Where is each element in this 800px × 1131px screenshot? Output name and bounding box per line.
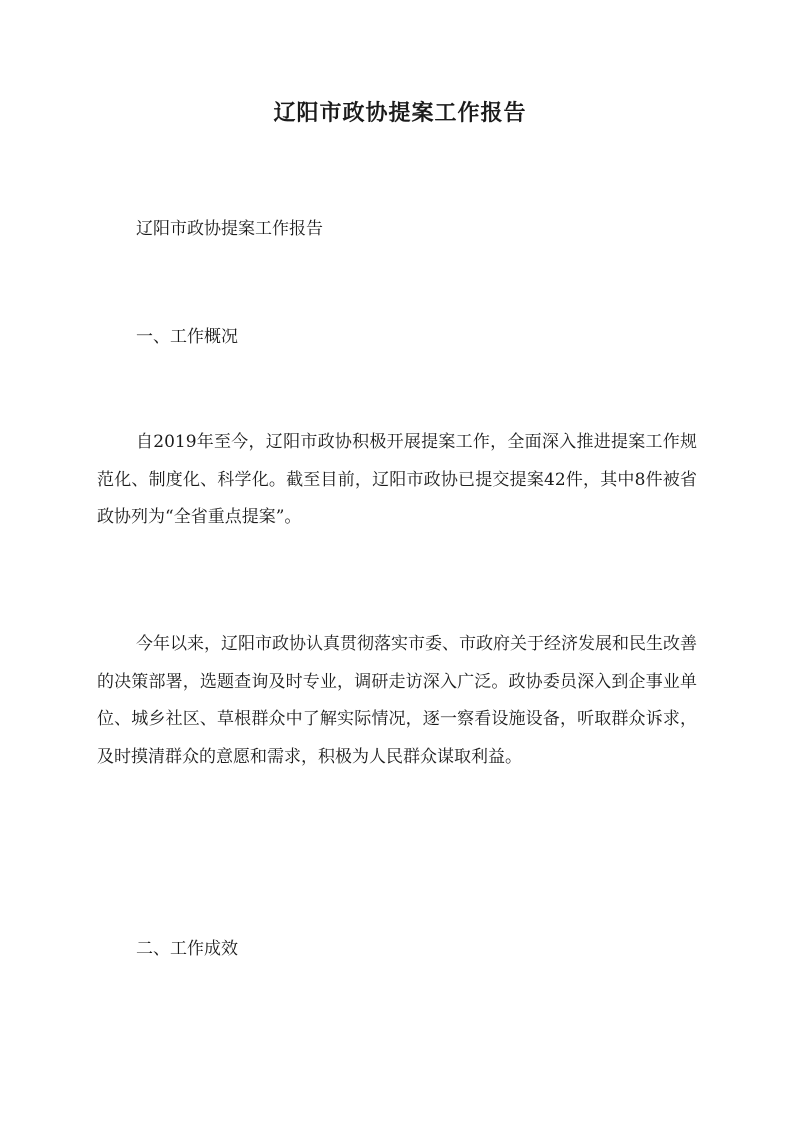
paragraph-overview-1: 自2019年至今，辽阳市政协积极开展提案工作，全面深入推进提案工作规范化、制度化、科学化。截至目前，辽阳市政协已提交提案42件，其中8件被省政协列为“全省重点提案”。	[97, 432, 697, 527]
paragraph-overview-2: 今年以来，辽阳市政协认真贯彻落实市委、市政府关于经济发展和民生改善的决策部署，选题查询及时专业，调研走访深入广泛。政协委员深入到企事业单位、城乡社区、草根群众中了解实际情况，逐一察看设施设备，听取群众诉求，及时摸清群众的意愿和需求，积极为人民群众谋取利益。	[97, 634, 697, 767]
document-subtitle: 辽阳市政协提案工作报告	[136, 219, 323, 239]
section-heading-overview: 一、工作概况	[136, 327, 238, 347]
document-title: 辽阳市政协提案工作报告	[273, 100, 527, 126]
section-heading-results: 二、工作成效	[136, 939, 238, 959]
